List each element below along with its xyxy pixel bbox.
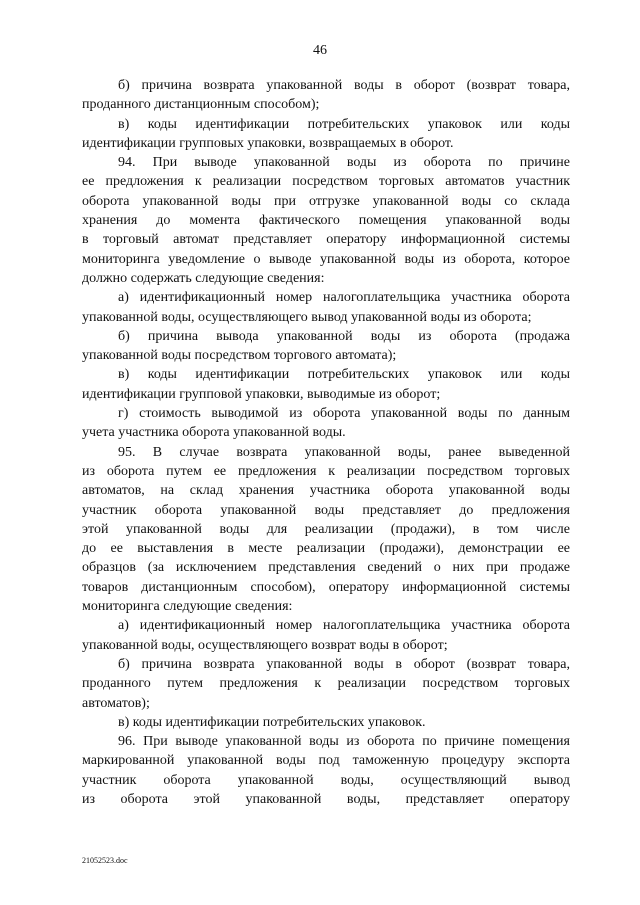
- text-line: мониторинга следующие сведения:: [82, 599, 293, 615]
- text-line: участник оборота упакованной воды, осуществляющий вывод: [82, 772, 570, 788]
- text-line: упакованной воды посредством торгового автомата);: [82, 348, 397, 364]
- text-line: в) коды идентификации потребительских упаковок.: [118, 714, 426, 730]
- text-line: образцов (за исключением представления сведений о них при продаже: [82, 560, 570, 576]
- text-line: проданного дистанционным способом);: [82, 97, 320, 113]
- text-line: товаров дистанционным способом), оператору информационной системы: [82, 579, 570, 595]
- text-line: учета участника оборота упакованной воды.: [82, 425, 346, 441]
- text-line: упакованной воды, осуществляющего вывод упакованной воды из оборота;: [82, 309, 532, 325]
- text-line: а) идентификационный номер налогоплательщика участника оборота: [118, 618, 570, 634]
- document-body: [82, 76, 570, 809]
- text-line: б) причина возврата упакованной воды в оборот (возврат товара,: [118, 78, 570, 93]
- text-line: должно содержать следующие сведения:: [82, 270, 325, 286]
- page-number: 46: [313, 43, 327, 58]
- text-line: в) коды идентификации потребительских упаковок или коды: [118, 116, 570, 132]
- text-line: 95. В случае возврата упакованной воды, ранее выведенной: [118, 444, 570, 460]
- file-name-footer: 21052523.doc: [82, 856, 128, 865]
- text-line: в торговый автомат представляет оператору информационной системы: [82, 232, 570, 248]
- text-line: из оборота этой упакованной воды, представляет оператору: [82, 791, 570, 807]
- text-line: 94. При выводе упакованной воды из оборота по причине: [118, 155, 570, 171]
- text-line: из оборота путем ее предложения к реализации посредством торговых: [82, 463, 570, 479]
- text-line: оборота упакованной воды при отгрузке упакованной воды со склада: [82, 193, 570, 209]
- text-line: б) причина вывода упакованной воды из оборота (продажа: [118, 328, 570, 344]
- text-line: а) идентификационный номер налогоплательщика участника оборота: [118, 290, 570, 306]
- text-line: проданного путем предложения к реализации посредством торговых: [82, 676, 570, 692]
- text-line: хранения до момента фактического помещения упакованной воды: [82, 213, 570, 229]
- text-line: ее предложения к реализации посредством торговых автоматов участник: [82, 174, 570, 190]
- text-line: г) стоимость выводимой из оборота упакованной воды по данным: [118, 406, 570, 422]
- text-line: автоматов);: [82, 695, 150, 711]
- text-line: идентификации групповой упаковки, выводимые из оборот;: [82, 386, 441, 402]
- text-line: участник оборота упакованной воды представляет до предложения: [82, 502, 570, 518]
- text-line: до ее выставления в месте реализации (продажи), демонстрации ее: [82, 541, 570, 557]
- text-line: 96. При выводе упакованной воды из оборота по причине помещения: [118, 734, 570, 750]
- text-line: мониторинга уведомление о выводе упакованной воды из оборота, которое: [82, 251, 570, 267]
- text-line: автоматов, на склад хранения участника оборота упакованной воды: [82, 483, 570, 499]
- text-line: в) коды идентификации потребительских упаковок или коды: [118, 367, 570, 383]
- text-line: упакованной воды, осуществляющего возврат воды в оборот;: [82, 637, 448, 653]
- text-line: идентификации групповых упаковки, возвращаемых в оборот.: [82, 135, 454, 151]
- text-line: б) причина возврата упакованной воды в оборот (возврат товара,: [118, 656, 570, 672]
- text-line: этой упакованной воды для реализации (продажи), в том числе: [82, 521, 570, 537]
- text-line: маркированной упакованной воды под таможенную процедуру экспорта: [82, 753, 570, 769]
